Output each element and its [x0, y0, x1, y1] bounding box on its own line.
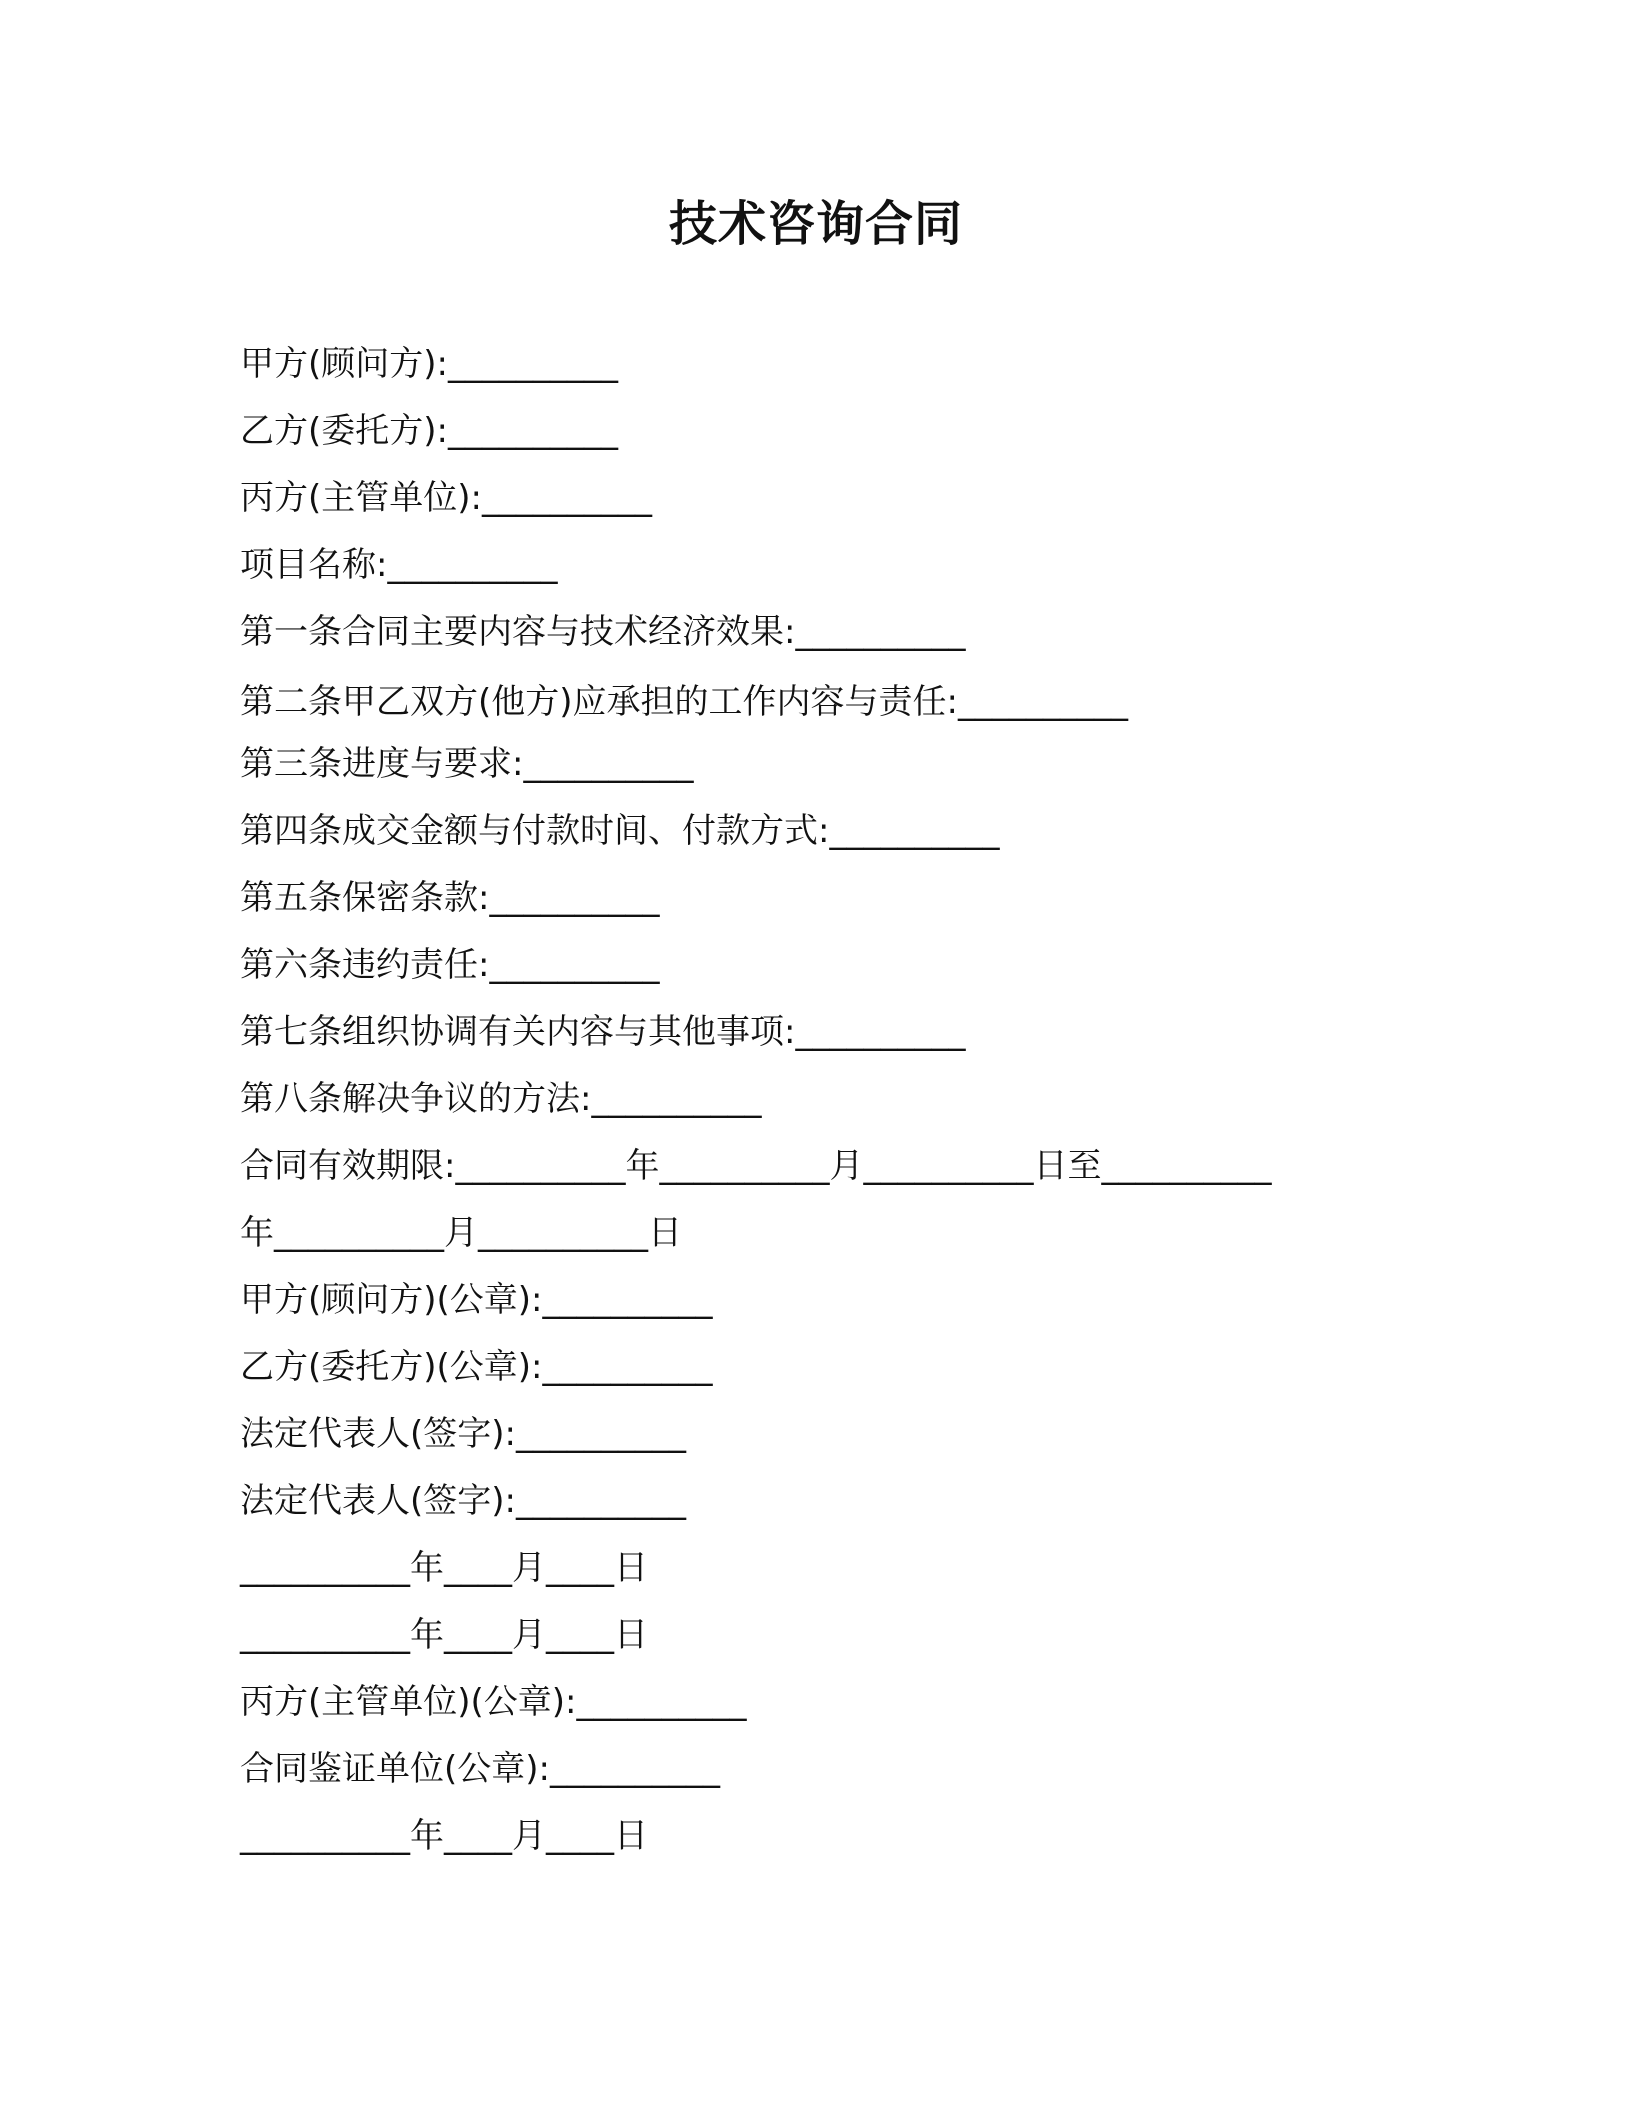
party-c-seal-line: 丙方(主管单位)(公章):__________ [240, 1682, 747, 1722]
certification-date-line: __________年____月____日 [240, 1816, 648, 1856]
certification-unit-line: 合同鉴证单位(公章):__________ [240, 1749, 720, 1789]
legal-rep-signature-line: 法定代表人(签字):__________ [240, 1481, 686, 1521]
article-5-line: 第五条保密条款:__________ [240, 878, 660, 918]
article-1-line: 第一条合同主要内容与技术经济效果:__________ [240, 612, 966, 652]
party-b-line: 乙方(委托方):__________ [240, 411, 618, 451]
article-3-line: 第三条进度与要求:__________ [240, 744, 694, 784]
article-8-line: 第八条解决争议的方法:__________ [240, 1079, 762, 1119]
article-7-line: 第七条组织协调有关内容与其他事项:__________ [240, 1012, 966, 1052]
validity-period-end-line: 年__________月__________日 [240, 1213, 682, 1253]
party-b-seal-line: 乙方(委托方)(公章):__________ [240, 1347, 713, 1387]
document-title: 技术咨询合同 [668, 196, 963, 252]
article-2-line: 第二条甲乙双方(他方)应承担的工作内容与责任:__________ [240, 682, 1128, 722]
legal-rep-signature-line: 法定代表人(签字):__________ [240, 1414, 686, 1454]
party-a-line: 甲方(顾问方):__________ [240, 344, 618, 384]
signing-date-line: __________年____月____日 [240, 1548, 648, 1588]
validity-period-line: 合同有效期限:__________年__________月__________日至__________ [240, 1146, 1272, 1186]
article-6-line: 第六条违约责任:__________ [240, 945, 660, 985]
party-c-line: 丙方(主管单位):__________ [240, 478, 652, 518]
party-a-seal-line: 甲方(顾问方)(公章):__________ [240, 1280, 713, 1320]
project-name-line: 项目名称:__________ [240, 545, 558, 585]
article-4-line: 第四条成交金额与付款时间、付款方式:__________ [240, 811, 1000, 851]
signing-date-line: __________年____月____日 [240, 1615, 648, 1655]
